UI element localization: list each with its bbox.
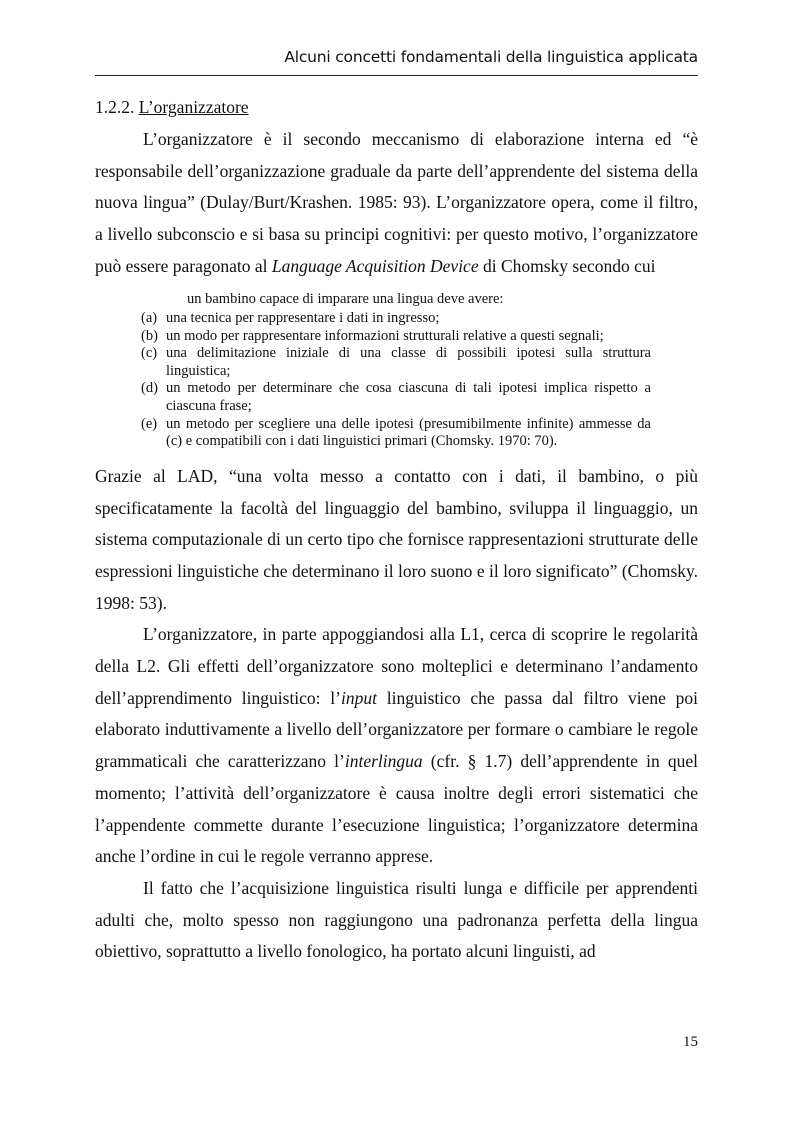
quote-item-marker: (c) xyxy=(141,345,158,362)
paragraph-effetti xyxy=(95,619,698,873)
quote-item-text: un metodo per scegliere una delle ipotesi (presumibilmente infinite) ammesse da (c) e compatibili con i dati linguistici primari (Chomsky. 1970: 70). xyxy=(166,415,651,450)
quote-item-text: una tecnica per rappresentare i dati in ingresso; xyxy=(166,310,440,327)
paragraph-1-end: di Chomsky secondo cui xyxy=(478,255,656,276)
header-rule xyxy=(95,75,698,76)
quote-item-text: un metodo per determinare che cosa ciascuna di tali ipotesi implica rispetto a ciascuna frase; xyxy=(166,380,651,415)
quote-item xyxy=(141,380,651,415)
quote-item xyxy=(141,328,651,346)
paragraph-3-text-b: linguistico che passa dal filtro viene poi elaborato induttivamente a livello dell’organizzatore per formare o cambiare le regole grammaticali che caratterizzano l’ xyxy=(95,687,698,772)
section-number: 1.2.2. xyxy=(95,97,135,117)
paragraph-3-text-a: L’organizzatore, in parte appoggiandosi alla L1, cerca di scoprire le regolarità della L2. Gli effetti dell’organizzatore sono molteplici e determinano l’andamento dell’apprendimento linguistico: l’ xyxy=(95,624,698,708)
quote-item-marker: (e) xyxy=(141,415,158,432)
block-quote xyxy=(141,291,651,451)
quote-item-marker: (b) xyxy=(141,327,158,344)
quote-item xyxy=(141,345,651,380)
quote-item xyxy=(141,416,651,451)
paragraph-3-text-c: (cfr. § 1.7) dell’apprendente in quel momento; l’attività dell’organizzatore è causa inoltre degli errori sistematici che l’appendente commette durante l’esecuzione linguistica; l’organizzatore determina anche l’ordine in cui le regole verranno apprese. xyxy=(95,751,698,867)
quote-item-text: una delimitazione iniziale di una classe di possibili ipotesi sulla struttura linguistica; xyxy=(166,345,651,379)
paragraph-1-text: L’organizzatore è il secondo meccanismo di elaborazione interna ed “è responsabile dell’organizzazione graduale da parte dell’apprendente del sistema della nuova lingua” (Dulay/Burt/Krashen. 1985: 93). L’organizzatore opera, come il filtro, a livello subconscio e si basa su principi cognitivi: per questo motivo, l’organizzatore può essere paragonato al xyxy=(95,129,698,276)
paragraph-acquisizione: Il fatto che l’acquisizione linguistica risulti lunga e difficile per apprendenti adulti che, molto spesso non raggiungono una padronanza perfetta della lingua obiettivo, soprattutto a livello fonologico, ha portato alcuni linguisti, ad xyxy=(95,878,698,962)
section-title: L’organizzatore xyxy=(138,97,249,117)
quote-intro: un bambino capace di imparare una lingua deve avere: xyxy=(187,290,504,307)
paragraph-1-italic: Language Acquisition Device xyxy=(271,255,479,276)
italic-input: input xyxy=(341,687,377,708)
page-content xyxy=(95,92,698,968)
page-number: 15 xyxy=(683,1034,698,1050)
paragraph-organizzatore xyxy=(95,124,698,283)
quote-item-text: un modo per rappresentare informazioni strutturali relative a questi segnali; xyxy=(166,327,604,344)
quote-item xyxy=(141,310,651,328)
quote-item-marker: (d) xyxy=(141,380,158,397)
paragraph-lad: Grazie al LAD, “una volta messo a contatto con i dati, il bambino, o più specificatamente la facoltà del linguaggio del bambino, sviluppa il linguaggio, un sistema computazionale di un certo tipo che fornisce rappresentazioni strutturate delle espressioni linguistiche che determinano il loro suono e il loro significato” (Chomsky. 1998: 53). xyxy=(95,465,698,613)
running-header: Alcuni concetti fondamentali della linguistica applicata xyxy=(284,48,698,66)
quote-item-marker: (a) xyxy=(141,310,158,327)
italic-interlingua: interlingua xyxy=(344,751,423,772)
section-heading xyxy=(95,92,698,122)
